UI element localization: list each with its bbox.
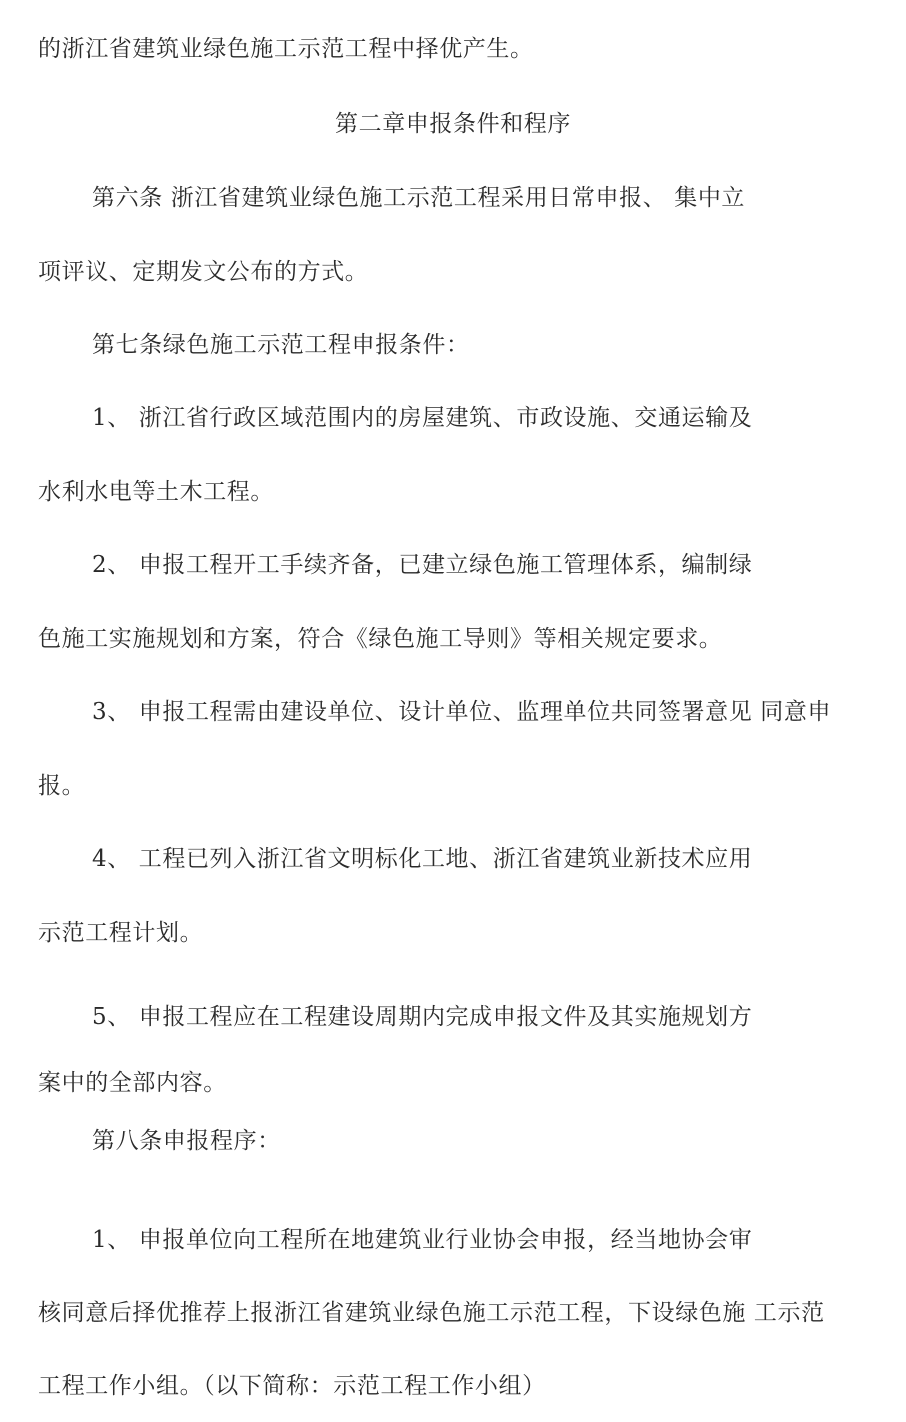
article-6-continuation: 项评议、定期发文公布的方式。 bbox=[38, 259, 369, 285]
article-8-heading: 第八条申报程序： bbox=[92, 1128, 281, 1154]
condition-4-continuation: 示范工程计划。 bbox=[38, 920, 204, 946]
condition-3-continuation: 报。 bbox=[38, 773, 86, 799]
article-7-heading: 第七条绿色施工示范工程申报条件： bbox=[92, 332, 470, 358]
condition-3-line: 3、 申报工程需由建设单位、设计单位、监理单位共同签署意见 同意申 bbox=[92, 699, 832, 725]
condition-2-line: 2、 申报工程开工手续齐备，已建立绿色施工管理体系，编制绿 bbox=[92, 552, 753, 578]
condition-5-line: 5、 申报工程应在工程建设周期内完成申报文件及其实施规划方 bbox=[92, 1004, 753, 1030]
procedure-1-line: 1、 申报单位向工程所在地建筑业行业协会申报，经当地协会审 bbox=[92, 1227, 753, 1253]
condition-1-continuation: 水利水电等土木工程。 bbox=[38, 479, 274, 505]
condition-1-line: 1、 浙江省行政区域范围内的房屋建筑、市政设施、交通运输及 bbox=[92, 405, 753, 431]
condition-4-line: 4、 工程已列入浙江省文明标化工地、浙江省建筑业新技术应用 bbox=[92, 846, 753, 872]
article-6-line: 第六条 浙江省建筑业绿色施工示范工程采用日常申报、 集中立 bbox=[92, 185, 746, 211]
procedure-1-final-line: 工程工作小组。（以下简称：示范工程工作小组） bbox=[38, 1373, 546, 1399]
chapter-heading: 第二章申报条件和程序 bbox=[335, 111, 571, 137]
paragraph-line: 的浙江省建筑业绿色施工示范工程中择优产生。 bbox=[38, 36, 534, 62]
condition-5-continuation: 案中的全部内容。 bbox=[38, 1070, 227, 1096]
condition-2-continuation: 色施工实施规划和方案，符合《绿色施工导则》等相关规定要求。 bbox=[38, 626, 723, 652]
procedure-1-continuation: 核同意后择优推荐上报浙江省建筑业绿色施工示范工程，下设绿色施 工示范 bbox=[38, 1300, 825, 1326]
